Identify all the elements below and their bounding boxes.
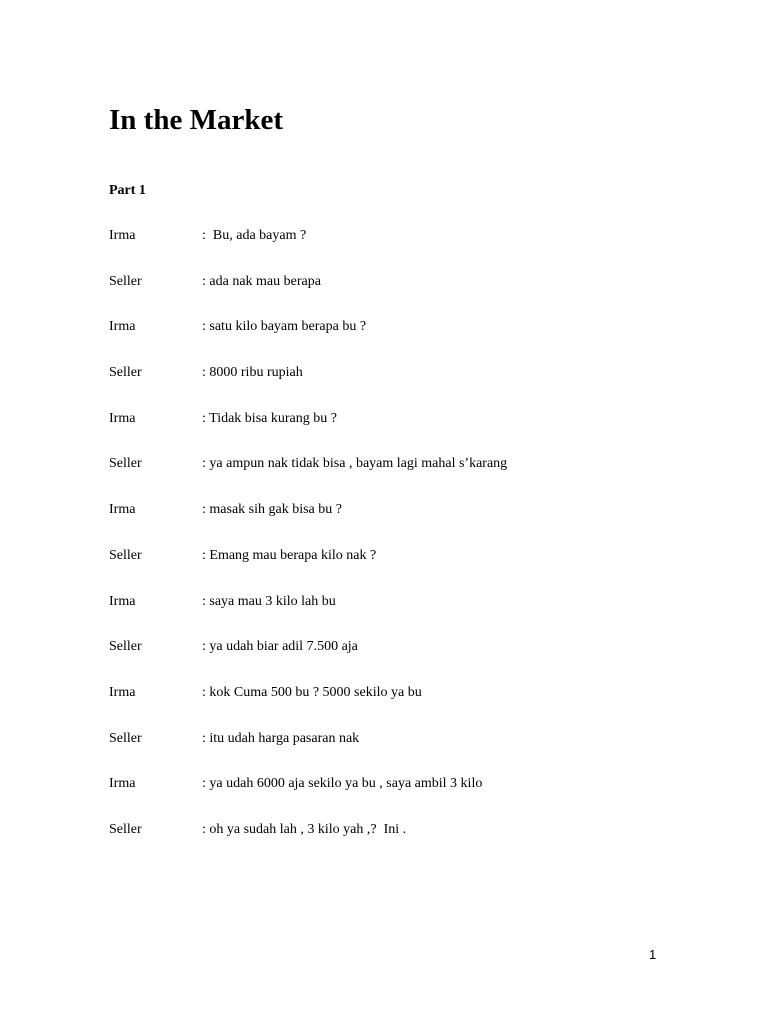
dialogue-line xyxy=(109,684,669,730)
speech-text: : ada nak mau berapa xyxy=(202,273,321,289)
dialogue-line xyxy=(109,455,669,501)
dialogue-line xyxy=(109,547,669,593)
speech-text: : kok Cuma 500 bu ? 5000 sekilo ya bu xyxy=(202,684,422,700)
speech-text: : saya mau 3 kilo lah bu xyxy=(202,593,336,609)
speech-text: : ya udah biar adil 7.500 aja xyxy=(202,639,358,655)
speaker-name: Seller xyxy=(109,730,142,746)
speaker-name: Seller xyxy=(109,821,142,837)
dialogue-line xyxy=(109,730,669,776)
speech-text: : oh ya sudah lah , 3 kilo yah ,? Ini . xyxy=(202,821,407,837)
speaker-name: Irma xyxy=(109,228,136,243)
speaker-name: Irma xyxy=(109,502,136,518)
dialogue-line xyxy=(109,501,669,547)
dialogue-line xyxy=(109,318,669,364)
speech-text: : Emang mau berapa kilo nak ? xyxy=(202,547,377,563)
speaker-name: Irma xyxy=(109,776,136,792)
section-heading: Part 1 xyxy=(109,183,146,198)
speech-text: : itu udah harga pasaran nak xyxy=(202,730,360,746)
speech-text: : ya udah 6000 aja sekilo ya bu , saya ambil 3 kilo xyxy=(202,776,483,792)
speaker-name: Seller xyxy=(109,547,142,563)
speech-text: : ya ampun nak tidak bisa , bayam lagi mahal s’karang xyxy=(202,456,508,472)
dialogue-line xyxy=(109,821,669,867)
speaker-name: Irma xyxy=(109,319,136,335)
speech-text: : 8000 ribu rupiah xyxy=(202,365,303,381)
speech-text: : Tidak bisa kurang bu ? xyxy=(202,410,337,426)
speaker-name: Seller xyxy=(109,456,142,472)
speaker-name: Seller xyxy=(109,365,142,381)
speech-text: : masak sih gak bisa bu ? xyxy=(202,502,342,518)
speaker-name: Irma xyxy=(109,684,136,700)
speaker-name: Irma xyxy=(109,410,136,426)
dialogue-line xyxy=(109,273,669,319)
dialogue-line xyxy=(109,593,669,639)
speaker-name: Seller xyxy=(109,639,142,655)
dialogue-line xyxy=(109,227,669,273)
speech-text: : satu kilo bayam berapa bu ? xyxy=(202,319,367,335)
speaker-name: Irma xyxy=(109,593,136,609)
dialogue-line xyxy=(109,410,669,456)
dialogue-line xyxy=(109,364,669,410)
dialogue-line xyxy=(109,775,669,821)
dialogue-line xyxy=(109,638,669,684)
dialogue-list xyxy=(109,227,669,867)
speech-text: : Bu, ada bayam ? xyxy=(202,228,307,243)
page-title: In the Market xyxy=(109,104,283,136)
speaker-name: Seller xyxy=(109,273,142,289)
page-number: 1 xyxy=(649,947,657,962)
